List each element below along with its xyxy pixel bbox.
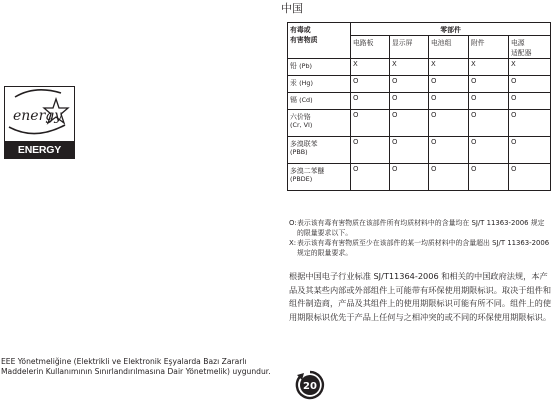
- substance-cell: 铅 (Pb): [288, 59, 351, 76]
- value-cell: O: [469, 137, 509, 164]
- energy-star-band: ENERGY STAR: [4, 142, 75, 159]
- energy-star-emblem: [4, 86, 75, 142]
- substance-cell: 多溴二苯醚 (PBDE): [288, 164, 351, 191]
- value-cell: X: [390, 59, 429, 76]
- component-header: 电源 适配器: [509, 36, 551, 59]
- value-cell: O: [351, 110, 390, 137]
- value-cell: O: [351, 93, 390, 110]
- value-cell: O: [351, 137, 390, 164]
- value-cell: O: [390, 93, 429, 110]
- value-cell: O: [390, 137, 429, 164]
- china-section-title: 中国: [281, 2, 303, 15]
- table-row: [288, 76, 551, 93]
- parts-column-header: 零部件: [351, 23, 551, 36]
- value-cell: X: [351, 59, 390, 76]
- component-header: 附件: [469, 36, 509, 59]
- value-cell: O: [429, 164, 469, 191]
- value-cell: O: [469, 93, 509, 110]
- hazard-column-header: 有毒或 有害物质: [288, 23, 351, 59]
- value-cell: O: [469, 164, 509, 191]
- table-row: [288, 93, 551, 110]
- value-cell: O: [429, 110, 469, 137]
- note-o: O: 表示该有毒有害物质在该部件所有均质材料中的含量均在 SJ/T 11363-2006 规定的限量要求以下。: [289, 219, 545, 237]
- substance-cell: 汞 (Hg): [288, 76, 351, 93]
- value-cell: O: [509, 137, 551, 164]
- value-cell: X: [509, 59, 551, 76]
- value-cell: O: [429, 76, 469, 93]
- substance-cell: 六价铬 (Cr, VI): [288, 110, 351, 137]
- value-cell: O: [351, 164, 390, 191]
- table-header-row: [288, 23, 551, 36]
- component-header: 电路板: [351, 36, 390, 59]
- substance-cell: 多溴联苯 (PBB): [288, 137, 351, 164]
- hazardous-substances-table: [287, 22, 551, 191]
- environmental-use-period-paragraph: 根据中国电子行业标准 SJ/T11364-2006 和相关的中国政府法规，本产品及其某些内部或外部组件上可能带有环保使用期限标识。取决于组件和组件制造商，产品及其组件上的使用期限标识可能有所不同。组件上的使用期限标识优先于产品上任何与之相冲突的或不同的环保使用期限标识。: [289, 271, 552, 322]
- table-row: [288, 164, 551, 191]
- value-cell: O: [509, 164, 551, 191]
- value-cell: O: [390, 164, 429, 191]
- table-row: [288, 59, 551, 76]
- value-cell: O: [351, 76, 390, 93]
- value-cell: X: [469, 59, 509, 76]
- epup-number: 20: [303, 381, 317, 392]
- note-x: X: 表示该有毒有害物质至少在该部件的某一均质材料中的含量超出 SJ/T 11363-2006 规定的限量要求。: [289, 239, 550, 257]
- component-header: 电池组: [429, 36, 469, 59]
- value-cell: X: [429, 59, 469, 76]
- energy-script-text: energy: [13, 108, 63, 124]
- turkish-rohs-notice: EEE Yönetmeliğine (Elektrikli ve Elektronik Eşyalarda Bazı Zararlı Maddelerin Kullanımının Sınırlandırılmasına Dair Yönetmelik) uygundur.: [1, 357, 271, 377]
- substance-cell: 镉 (Cd): [288, 93, 351, 110]
- energy-star-logo: [4, 86, 75, 172]
- value-cell: O: [509, 93, 551, 110]
- table-notes: [289, 218, 551, 258]
- table-row: [288, 110, 551, 137]
- value-cell: O: [390, 110, 429, 137]
- value-cell: O: [390, 76, 429, 93]
- environment-friendly-use-period-icon: [295, 370, 325, 400]
- component-header: 显示屏: [390, 36, 429, 59]
- value-cell: O: [509, 76, 551, 93]
- value-cell: O: [429, 93, 469, 110]
- value-cell: O: [469, 110, 509, 137]
- value-cell: O: [429, 137, 469, 164]
- table-row: [288, 137, 551, 164]
- value-cell: O: [469, 76, 509, 93]
- value-cell: O: [509, 110, 551, 137]
